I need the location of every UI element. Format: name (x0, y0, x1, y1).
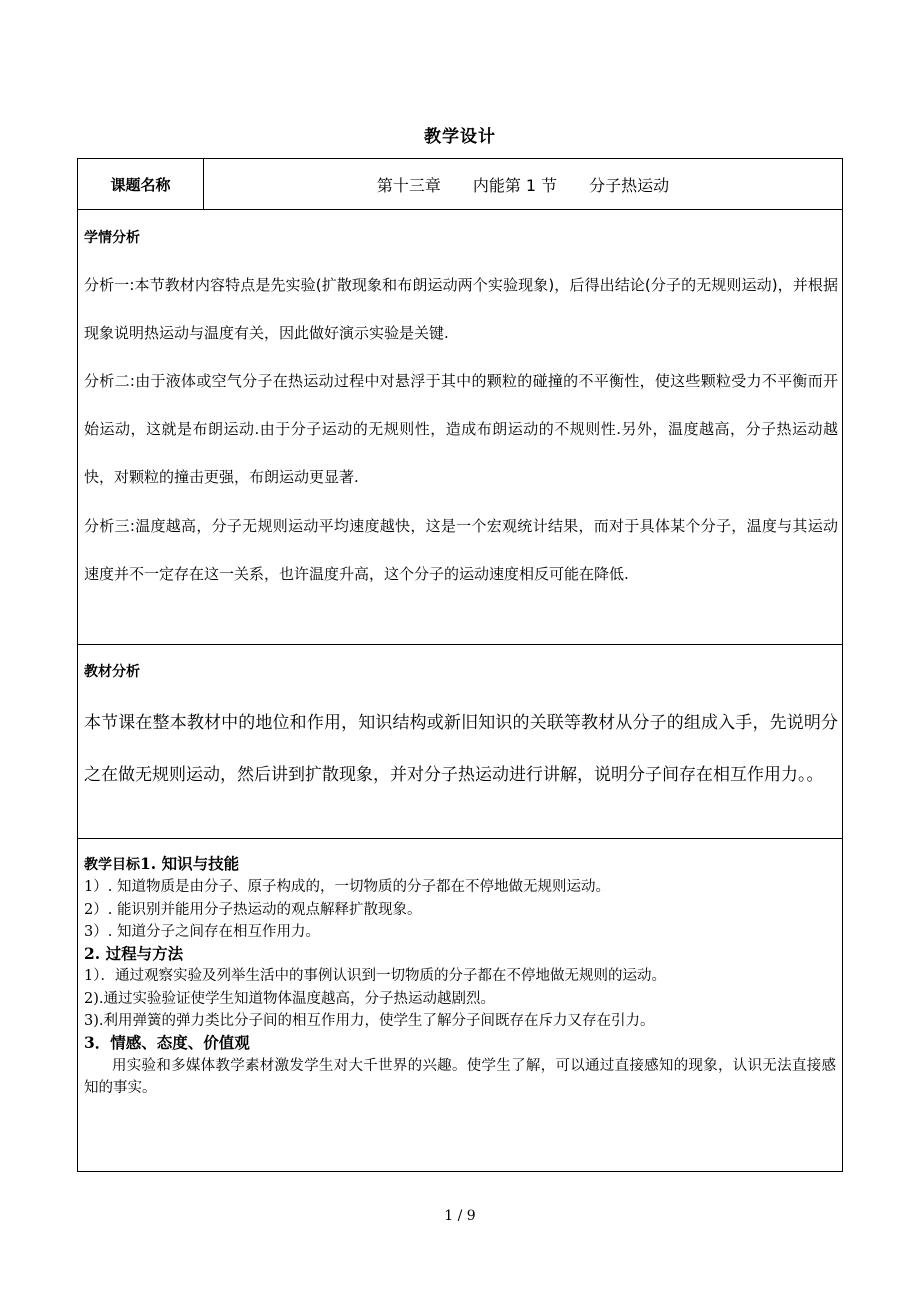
row-divider (78, 209, 842, 210)
goal-item: 3).利用弹簧的弹力类比分子间的相互作用力，使学生了解分子间既存在斥力又存在引力。 (84, 1013, 655, 1030)
row-divider (78, 838, 842, 839)
emotion-values-paragraph: 用实验和多媒体教学素材激发学生对大千世界的兴趣。使学生了解，可以通过直接感知的现象，认识无法直接感知的事实。 (84, 1057, 836, 1096)
emotion-values-subheading: 3．情感、态度、价值观 (84, 1033, 250, 1053)
goal-item: 3）. 知道分子之间存在相互作用力。 (84, 923, 320, 940)
goal-item: 2）. 能识别并能用分子热运动的观点解释扩散现象。 (84, 901, 422, 918)
teaching-goals-heading (84, 853, 836, 876)
knowledge-skills-subheading: 1. 知识与技能 (140, 854, 240, 873)
lesson-plan-table (77, 158, 843, 1172)
row-divider (78, 644, 842, 645)
analysis-paragraph-2: 分析二:由于液体或空气分子在热运动过程中对悬浮于其中的颗粒的碰撞的不平衡性，使这些颗粒受力不平衡而开始运动，这就是布朗运动.由于分子运动的无规则性，造成布朗运动的不规则性.另外，温度越高，分子热运动越快，对颗粒的撞击更强，布朗运动更显著. (84, 372, 838, 486)
course-title: 第十三章 内能第 1 节 分子热运动 (376, 175, 670, 195)
process-methods-subheading: 2. 过程与方法 (84, 944, 184, 964)
goal-item: 1）．通过观察实验及列举生活中的事例认识到一切物质的分子都在不停地做无规则的运动。 (84, 968, 666, 985)
material-paragraph: 本节课在整本教材中的地位和作用，知识结构或新旧知识的关联等教材从分子的组成入手，先说明分之在做无规则运动，然后讲到扩散现象，并对分子热运动进行讲解，说明分子间存在相互作用力。。 (84, 713, 838, 785)
analysis-paragraph-1: 分析一:本节教材内容特点是先实验(扩散现象和布朗运动两个实验现象)，后得出结论(分子的无规则运动)，并根据现象说明热运动与温度有关，因此做好演示实验是关键. (84, 276, 838, 342)
teaching-goals-section (84, 853, 836, 1099)
goal-item: 2).通过实验验证使学生知道物体温度越高，分子热运动越剧烈。 (84, 990, 495, 1007)
course-name-label: 课题名称 (110, 175, 171, 194)
teaching-goals-label: 教学目标 (84, 857, 140, 873)
goal-item: 1）. 知道物质是由分子、原子构成的，一切物质的分子都在不停地做无规则运动。 (84, 879, 610, 896)
material-analysis-heading: 教材分析 (84, 664, 140, 680)
analysis-paragraph-3: 分析三:温度越高，分子无规则运动平均速度越快，这是一个宏观统计结果，而对于具体某个分子，温度与其运动速度并不一定存在这一关系，也许温度升高，这个分子的运动速度相反可能在降低. (84, 517, 838, 583)
student-analysis-heading: 学情分析 (84, 230, 140, 246)
document-title: 教学设计 (424, 127, 496, 147)
page-number: 1 / 9 (444, 1208, 476, 1224)
